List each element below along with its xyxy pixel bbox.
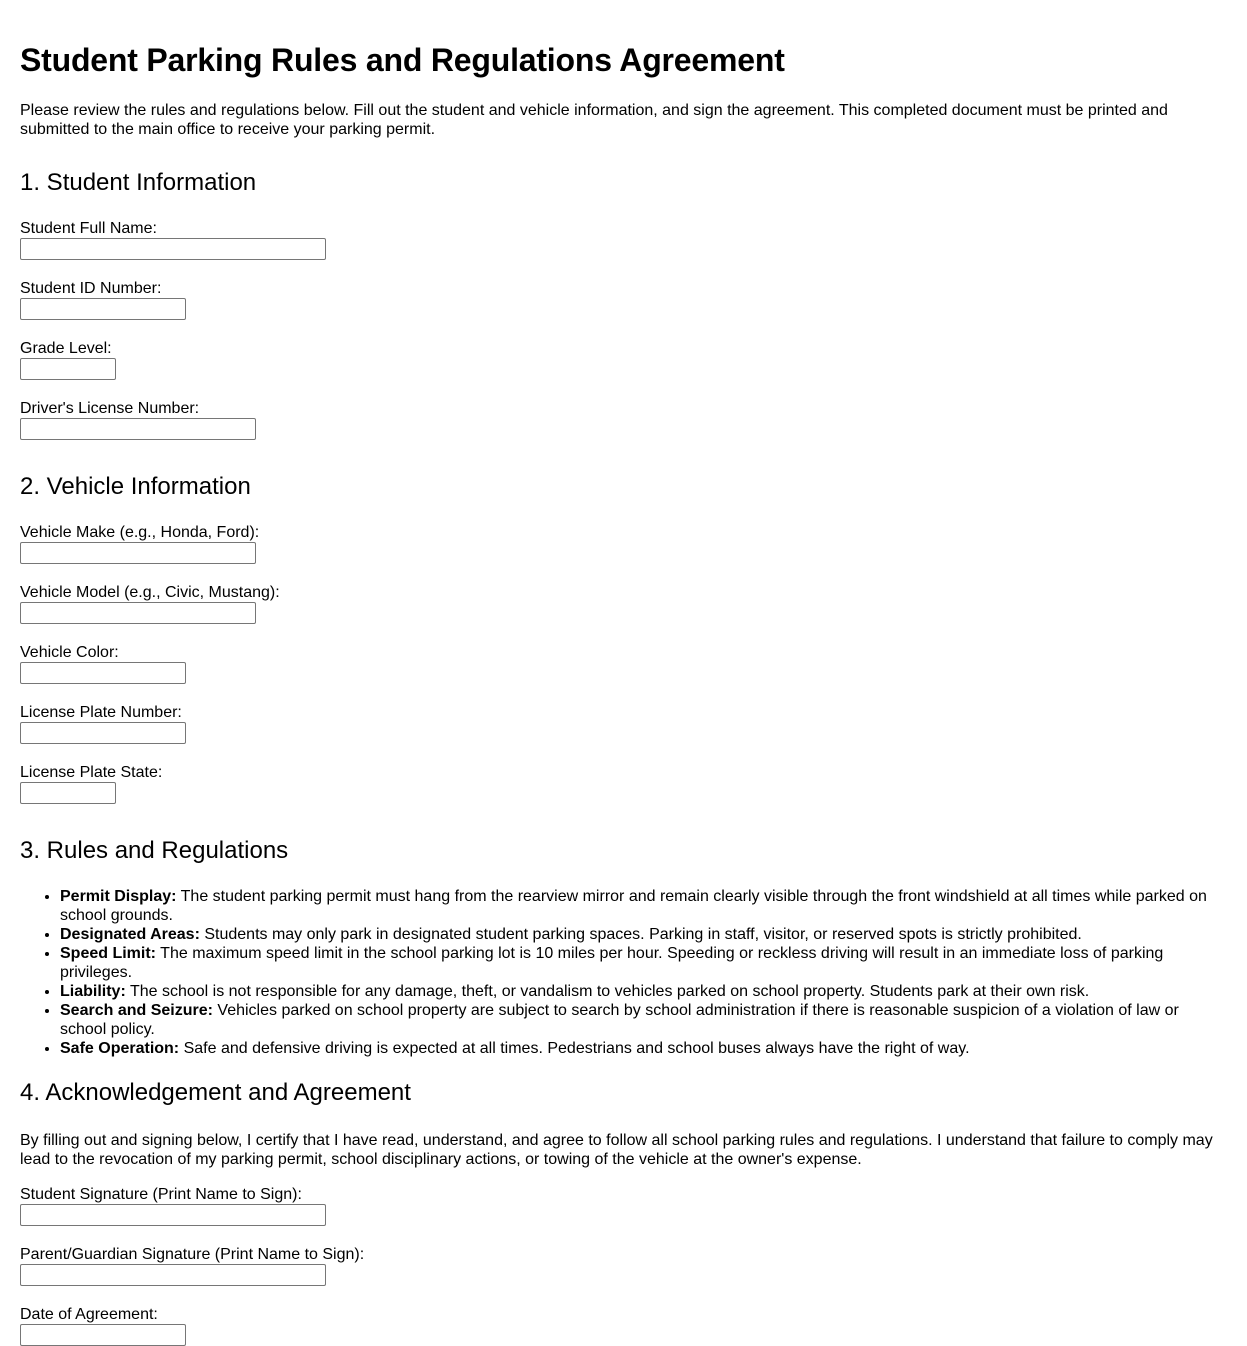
vehicle-make-input[interactable] bbox=[20, 542, 256, 564]
student-id-field bbox=[20, 279, 1227, 320]
section-heading-rules: 3. Rules and Regulations bbox=[20, 837, 289, 864]
student-full-name-field bbox=[20, 219, 1227, 260]
license-plate-state-input[interactable] bbox=[20, 782, 116, 804]
vehicle-color-field bbox=[20, 643, 1227, 684]
student-info-fields bbox=[20, 219, 1227, 440]
grade-level-field bbox=[20, 339, 1227, 380]
student-signature-input[interactable] bbox=[20, 1204, 326, 1226]
rule-term: Safe Operation: bbox=[60, 1040, 180, 1057]
rule-item-permit-display bbox=[60, 887, 1227, 925]
page-title: Student Parking Rules and Regulations Agreement bbox=[20, 42, 785, 78]
drivers-license-field bbox=[20, 399, 1227, 440]
rule-item-safe-operation bbox=[60, 1039, 1227, 1058]
rule-term: Permit Display: bbox=[60, 888, 177, 905]
vehicle-make-field bbox=[20, 523, 1227, 564]
rule-term: Liability: bbox=[60, 983, 126, 1000]
section-heading-acknowledgement: 4. Acknowledgement and Agreement bbox=[20, 1079, 411, 1106]
rule-text: The student parking permit must hang from the rearview mirror and remain clearly visible through the front windshield at all times while parked on school grounds. bbox=[60, 888, 1207, 924]
vehicle-color-label: Vehicle Color: bbox=[20, 644, 119, 661]
vehicle-model-field bbox=[20, 583, 1227, 624]
agreement-date-input[interactable] bbox=[20, 1324, 186, 1346]
vehicle-model-label: Vehicle Model (e.g., Civic, Mustang): bbox=[20, 584, 280, 601]
parent-signature-label: Parent/Guardian Signature (Print Name to Sign): bbox=[20, 1246, 365, 1263]
vehicle-info-fields bbox=[20, 523, 1227, 804]
section-heading-student-info: 1. Student Information bbox=[20, 169, 257, 196]
intro-text: Please review the rules and regulations below. Fill out the student and vehicle information, and sign the agreement. This completed document must be printed and submitted to the main office to receive your parking permit. bbox=[20, 102, 1168, 138]
license-plate-state-label: License Plate State: bbox=[20, 764, 163, 781]
vehicle-color-input[interactable] bbox=[20, 662, 186, 684]
grade-level-input[interactable] bbox=[20, 358, 116, 380]
student-full-name-input[interactable] bbox=[20, 238, 326, 260]
parent-signature-field bbox=[20, 1245, 1227, 1286]
rule-term: Search and Seizure: bbox=[60, 1002, 213, 1019]
rule-item-search-and-seizure bbox=[60, 1001, 1227, 1039]
rule-term: Speed Limit: bbox=[60, 945, 157, 962]
rule-item-liability bbox=[60, 982, 1227, 1001]
vehicle-model-input[interactable] bbox=[20, 602, 256, 624]
license-plate-number-input[interactable] bbox=[20, 722, 186, 744]
signature-fields bbox=[20, 1185, 1227, 1346]
rule-text: The maximum speed limit in the school parking lot is 10 miles per hour. Speeding or reckless driving will result in an immediate loss of parking privileges. bbox=[60, 945, 1164, 981]
student-id-label: Student ID Number: bbox=[20, 280, 162, 297]
acknowledgement-text: By filling out and signing below, I certify that I have read, understand, and agree to follow all school parking rules and regulations. I understand that failure to comply may lead to the revocation of my parking permit, school disciplinary actions, or towing of the vehicle at the owner's expense. bbox=[20, 1132, 1213, 1168]
license-plate-state-field bbox=[20, 763, 1227, 804]
section-heading-vehicle-info: 2. Vehicle Information bbox=[20, 473, 251, 500]
vehicle-make-label: Vehicle Make (e.g., Honda, Ford): bbox=[20, 524, 260, 541]
rule-term: Designated Areas: bbox=[60, 926, 200, 943]
student-id-input[interactable] bbox=[20, 298, 186, 320]
rule-text: Vehicles parked on school property are subject to search by school administration if there is reasonable suspicion of a violation of law or school policy. bbox=[60, 1002, 1179, 1038]
license-plate-number-field bbox=[20, 703, 1227, 744]
grade-level-label: Grade Level: bbox=[20, 340, 112, 357]
student-full-name-label: Student Full Name: bbox=[20, 220, 157, 237]
agreement-date-field bbox=[20, 1305, 1227, 1346]
rule-item-speed-limit bbox=[60, 944, 1227, 982]
rule-text: Students may only park in designated student parking spaces. Parking in staff, visitor, or reserved spots is strictly prohibited. bbox=[199, 926, 1082, 943]
license-plate-number-label: License Plate Number: bbox=[20, 704, 182, 721]
drivers-license-label: Driver's License Number: bbox=[20, 400, 200, 417]
rules-list bbox=[20, 887, 1227, 1058]
parent-signature-input[interactable] bbox=[20, 1264, 326, 1286]
rule-item-designated-areas bbox=[60, 925, 1227, 944]
student-signature-field bbox=[20, 1185, 1227, 1226]
agreement-date-label: Date of Agreement: bbox=[20, 1306, 158, 1323]
rule-text: Safe and defensive driving is expected at all times. Pedestrians and school buses always have the right of way. bbox=[179, 1040, 970, 1057]
rule-text: The school is not responsible for any damage, theft, or vandalism to vehicles parked on school property. Students park at their own risk. bbox=[125, 983, 1090, 1000]
drivers-license-input[interactable] bbox=[20, 418, 256, 440]
student-signature-label: Student Signature (Print Name to Sign): bbox=[20, 1186, 302, 1203]
